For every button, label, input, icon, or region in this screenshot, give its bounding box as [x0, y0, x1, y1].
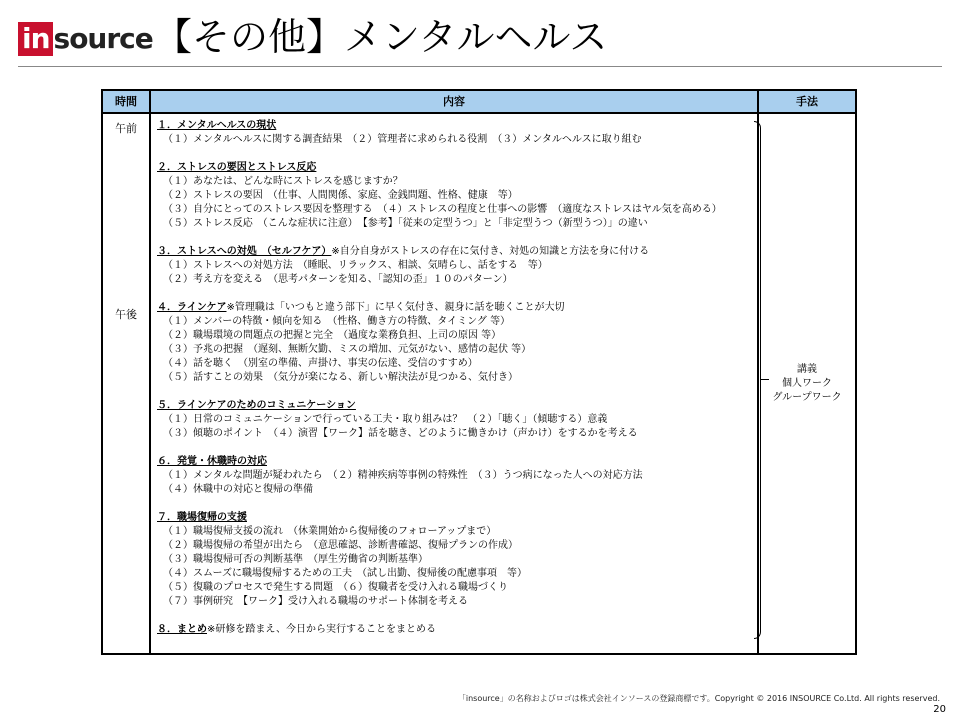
- content-section: [157, 511, 757, 609]
- section-item: （１）メンバーの特徴・傾向を知る （性格、働き方の特徴、タイミング 等）: [163, 316, 511, 327]
- content-section: [157, 301, 757, 385]
- table-header: [103, 91, 855, 114]
- section-title: ２．ストレスの要因とストレス反応: [157, 162, 317, 173]
- section-title: ８．まとめ: [157, 624, 207, 635]
- content-section: [157, 623, 757, 637]
- section-note: ※管理職は「いつもと違う部下」に早く気付き、親身に話を聴くことが大切: [226, 302, 565, 313]
- title-divider: [18, 66, 942, 67]
- section-item: （１）ストレスへの対処方法 （睡眠、リラックス、相談、気晴らし、話をする 等）: [163, 260, 548, 271]
- section-item: （１）メンタルな問題が疑われたら （２）精神疾病等事例の特殊性 （３）うつ病になった人への対応方法: [163, 470, 643, 481]
- section-heading: [157, 245, 757, 259]
- page-number: 20: [933, 704, 946, 715]
- page-title: 【その他】メンタルヘルス: [154, 15, 608, 59]
- section-heading: [157, 623, 757, 637]
- section-title: ５．ラインケアのためのコミュニケーション: [157, 400, 356, 411]
- section-item: （１）職場復帰支援の流れ （休業開始から復帰後のフォローアップまで）: [163, 526, 497, 537]
- section-title: ６．発覚・休職時の対応: [157, 456, 267, 467]
- section-item: （４）休職中の対応と復帰の準備: [163, 484, 313, 495]
- logo-source-text: source: [53, 22, 153, 55]
- section-item: （２）職場復帰の希望が出たら （意思確認、診断書確認、復帰プランの作成）: [163, 540, 518, 551]
- method-item: グループワーク: [772, 392, 842, 403]
- section-item: （７）事例研究 【ワーク】受け入れる職場のサポート体制を考える: [163, 596, 468, 607]
- section-item: （２）考え方を変える （思考パターンを知る、「認知の歪」１０のパターン）: [163, 274, 513, 285]
- time-am: 午前: [115, 122, 137, 135]
- content-list: [157, 119, 757, 637]
- content-section: [157, 399, 757, 441]
- content-section: [157, 245, 757, 287]
- header-content: 内容: [443, 95, 465, 108]
- content-section: [157, 119, 757, 147]
- section-item: （３）傾聴のポイント （４）演習【ワーク】話を聴き、どのように働きかけ（声かけ）をするかを考える: [163, 428, 638, 439]
- copyright-footer: 「insource」の名称およびロゴは株式会社インソースの登録商標です。Copyright © 2016 INSOURCE Co.Ltd. All rights reserved.: [457, 694, 940, 703]
- header-time: 時間: [115, 95, 137, 108]
- time-pm: 午後: [115, 308, 137, 321]
- method-item: 講義: [797, 364, 817, 375]
- logo-in-block: in: [18, 22, 53, 56]
- section-heading: [157, 119, 757, 133]
- section-heading: [157, 455, 757, 469]
- content-section: [157, 455, 757, 497]
- section-item: （２）職場環境の問題点の把握と完全 （過度な業務負担、上司の原因 等）: [163, 330, 502, 341]
- section-item: （１）メンタルヘルスに関する調査結果 （２）管理者に求められる役割 （３）メンタルヘルスに取り組む: [163, 134, 642, 145]
- insource-logo: [18, 22, 153, 56]
- section-item: （１）あなたは、どんな時にストレスを感じますか？: [163, 176, 403, 187]
- section-item: （４）スムーズに職場復帰するための工夫 （試し出勤、復帰後の配慮事項 等）: [163, 568, 527, 579]
- section-heading: [157, 161, 757, 175]
- section-item: （２）ストレスの要因 （仕事、人間関係、家庭、金銭問題、性格、健康 等）: [163, 190, 518, 201]
- section-note: ※自分自身がストレスの存在に気付き、対処の知識と方法を身に付ける: [331, 246, 650, 257]
- content-section: [157, 161, 757, 231]
- section-title: ４．ラインケア: [157, 302, 227, 313]
- section-item: （５）話すことの効果 （気分が楽になる、新しい解決法が見つかる、気付き）: [163, 372, 518, 383]
- section-item: （３）自分にとってのストレス要因を整理する （４）ストレスの程度と仕事への影響 （適度なストレスはヤル気を高める）: [163, 204, 722, 215]
- header-method: 手法: [796, 95, 818, 108]
- section-heading: [157, 511, 757, 525]
- section-item: （５）ストレス反応 （こんな症状に注意） 【参考】「従来の定型うつ」と「非定型うつ（新型うつ）」の違い: [163, 218, 648, 229]
- section-item: （３）職場復帰可否の判断基準 （厚生労働省の判断基準）: [163, 554, 428, 565]
- column-divider-1: [149, 91, 151, 653]
- section-heading: [157, 301, 757, 315]
- curriculum-table: [101, 89, 857, 655]
- method-item: 個人ワーク: [782, 378, 832, 389]
- section-title: ７．職場復帰の支援: [157, 512, 247, 523]
- section-note: ※研修を踏まえ、今日から実行することをまとめる: [207, 624, 436, 635]
- section-title: ３．ストレスへの対処 （セルフケア）: [157, 246, 332, 257]
- section-heading: [157, 399, 757, 413]
- method-list: [759, 363, 855, 405]
- section-item: （３）予兆の把握 （遅刻、無断欠勤、ミスの増加、元気がない、感情の起伏 等）: [163, 344, 532, 355]
- section-item: （５）復職のプロセスで発生する問題 （６）復職者を受け入れる職場づくり: [163, 582, 508, 593]
- section-title: １．メンタルヘルスの現状: [157, 120, 277, 131]
- section-item: （４）話を聴く （別室の準備、声掛け、事実の伝達、受信のすすめ）: [163, 358, 478, 369]
- section-item: （１）日常のコミュニケーションで行っている工夫・取り組みは？ （２）「聴く」（傾聴する）意義: [163, 414, 608, 425]
